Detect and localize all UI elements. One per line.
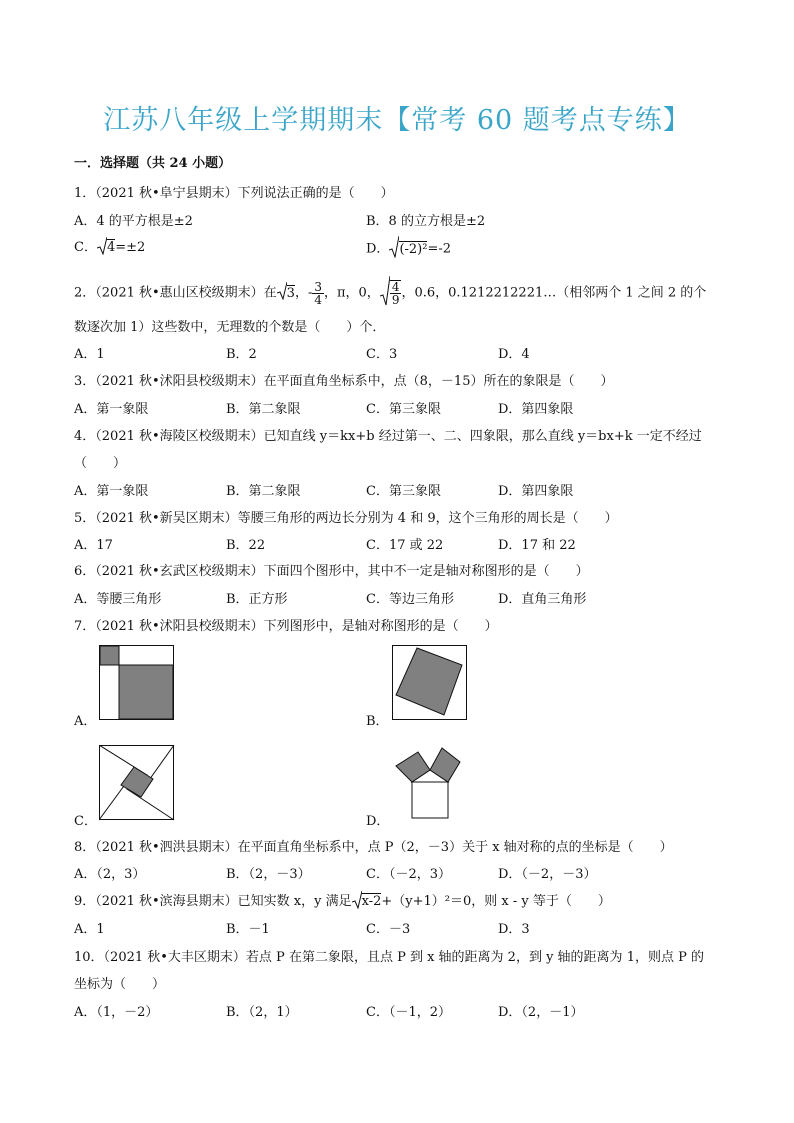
q7-figure-d (392, 740, 478, 822)
q6-stem: 6．（2021 秋•玄武区校级期末）下面四个图形中，其中不一定是轴对称图形的是（ ） (74, 564, 589, 579)
section-heading: 一．选择题（共 24 小题） (74, 156, 232, 171)
q5-option-c: C．17 或 22 (366, 538, 444, 553)
q3-option-c: C．第三象限 (366, 402, 441, 417)
q2-stem: 2．（2021 秋•惠山区校级期末）在 3，- $\frac{3}{4}$ ，π，0， $\frac{4}{9}$ ，0.6，0.1212212221…（相邻两个 1 之间 2 的个 (74, 276, 706, 310)
q6-option-a: A．等腰三角形 (74, 592, 162, 607)
q9-option-a: A．1 (74, 922, 105, 937)
q3-option-b: B．第二象限 (226, 402, 301, 417)
q10-option-a: A．（1，－2） (74, 1005, 159, 1020)
sqrt-symbol (97, 237, 107, 259)
q10-option-c: C．（－1，2） (366, 1005, 451, 1020)
q4-stem-line2: （ ） (74, 456, 127, 471)
sqrt-symbol (352, 891, 362, 913)
q9-stem: 9．（2021 秋•滨海县期末）已知实数 x，y 满足 x-2+（y+1）²＝0，则 x - y 等于（ ） (74, 890, 611, 913)
q6-option-b: B．正方形 (226, 592, 288, 607)
q5-option-a: A．17 (74, 538, 113, 553)
q7-figure-a (99, 645, 175, 721)
q8-option-d: D．（－2，－3） (498, 867, 597, 882)
q7-figure-c (99, 745, 175, 821)
q1-option-a: A．4 的平方根是±2 (74, 214, 193, 229)
q9-option-c: C．－3 (366, 922, 411, 937)
q7-stem: 7．（2021 秋•沭阳县校级期末）下列图形中，是轴对称图形的是（ ） (74, 619, 498, 634)
q9-option-b: B．－1 (226, 922, 270, 937)
q7-figure-b (392, 645, 468, 721)
q10-stem: 10．（2021 秋•大丰区期末）若点 P 在第二象限，且点 P 到 x 轴的距离为 2，到 y 轴的距离为 1，则点 P 的 (74, 950, 704, 965)
q5-stem: 5．（2021 秋•新吴区期末）等腰三角形的两边长分别为 4 和 9，这个三角形的周长是（ ） (74, 511, 618, 526)
q4-option-b: B．第二象限 (226, 484, 301, 499)
q7-option-d: D． (366, 814, 390, 829)
q8-option-a: A．（2，3） (74, 867, 146, 882)
q2-option-c: C．3 (366, 347, 398, 362)
fraction: $\frac{3}{4}$ (314, 279, 322, 307)
q6-option-c: C．等边三角形 (366, 592, 454, 607)
q10-option-d: D．（2，－1） (498, 1005, 584, 1020)
q1-option-c: C． 4=±2 (74, 236, 145, 259)
q10-stem-line2: 坐标为（ ） (74, 977, 166, 992)
q4-option-a: A．第一象限 (74, 484, 149, 499)
q2-option-b: B．2 (226, 347, 257, 362)
q5-option-d: D．17 和 22 (498, 538, 576, 553)
page-title: 江苏八年级上学期期末【常考 60 题考点专练】 (103, 105, 691, 136)
sqrt-symbol (277, 282, 287, 304)
sqrt-symbol (389, 236, 399, 262)
q6-option-d: D．直角三角形 (498, 592, 587, 607)
q3-option-a: A．第一象限 (74, 402, 149, 417)
q8-stem: 8．（2021 秋•泗洪县期末）在平面直角坐标系中，点 P（2，－3）关于 x 轴对称的点的坐标是（ ） (74, 840, 673, 855)
q8-option-c: C．（－2，3） (366, 867, 451, 882)
q4-stem: 4．（2021 秋•海陵区校级期末）已知直线 y＝kx+b 经过第一、二、四象限，那么直线 y＝bx+k 一定不经过 (74, 429, 702, 444)
q3-option-d: D．第四象限 (498, 402, 574, 417)
q7-option-b: B． (366, 714, 389, 729)
sqrt-symbol (380, 276, 390, 310)
q4-option-c: C．第三象限 (366, 484, 441, 499)
q10-option-b: B．（2，1） (226, 1005, 298, 1020)
q1-option-b: B．8 的立方根是±2 (366, 214, 486, 229)
q7-option-c: C． (74, 814, 97, 829)
q2-option-a: A．1 (74, 347, 105, 362)
q1-option-d: D． (-2)²=-2 (366, 236, 451, 262)
q5-option-b: B．22 (226, 538, 266, 553)
q2-option-d: D．4 (498, 347, 530, 362)
q2-stem-line2: 数逐次加 1）这些数中，无理数的个数是（ ）个． (74, 320, 386, 335)
q1-stem: 1．（2021 秋•阜宁县期末）下列说法正确的是（ ） (74, 186, 394, 201)
q4-option-d: D．第四象限 (498, 484, 574, 499)
q7-option-a: A． (74, 714, 97, 729)
q9-option-d: D．3 (498, 922, 530, 937)
q3-stem: 3．（2021 秋•沭阳县校级期末）在平面直角坐标系中，点（8，－15）所在的象限是（ ） (74, 374, 614, 389)
fraction: $\frac{4}{9}$ (391, 280, 400, 307)
q8-option-b: B．（2，－3） (226, 867, 311, 882)
